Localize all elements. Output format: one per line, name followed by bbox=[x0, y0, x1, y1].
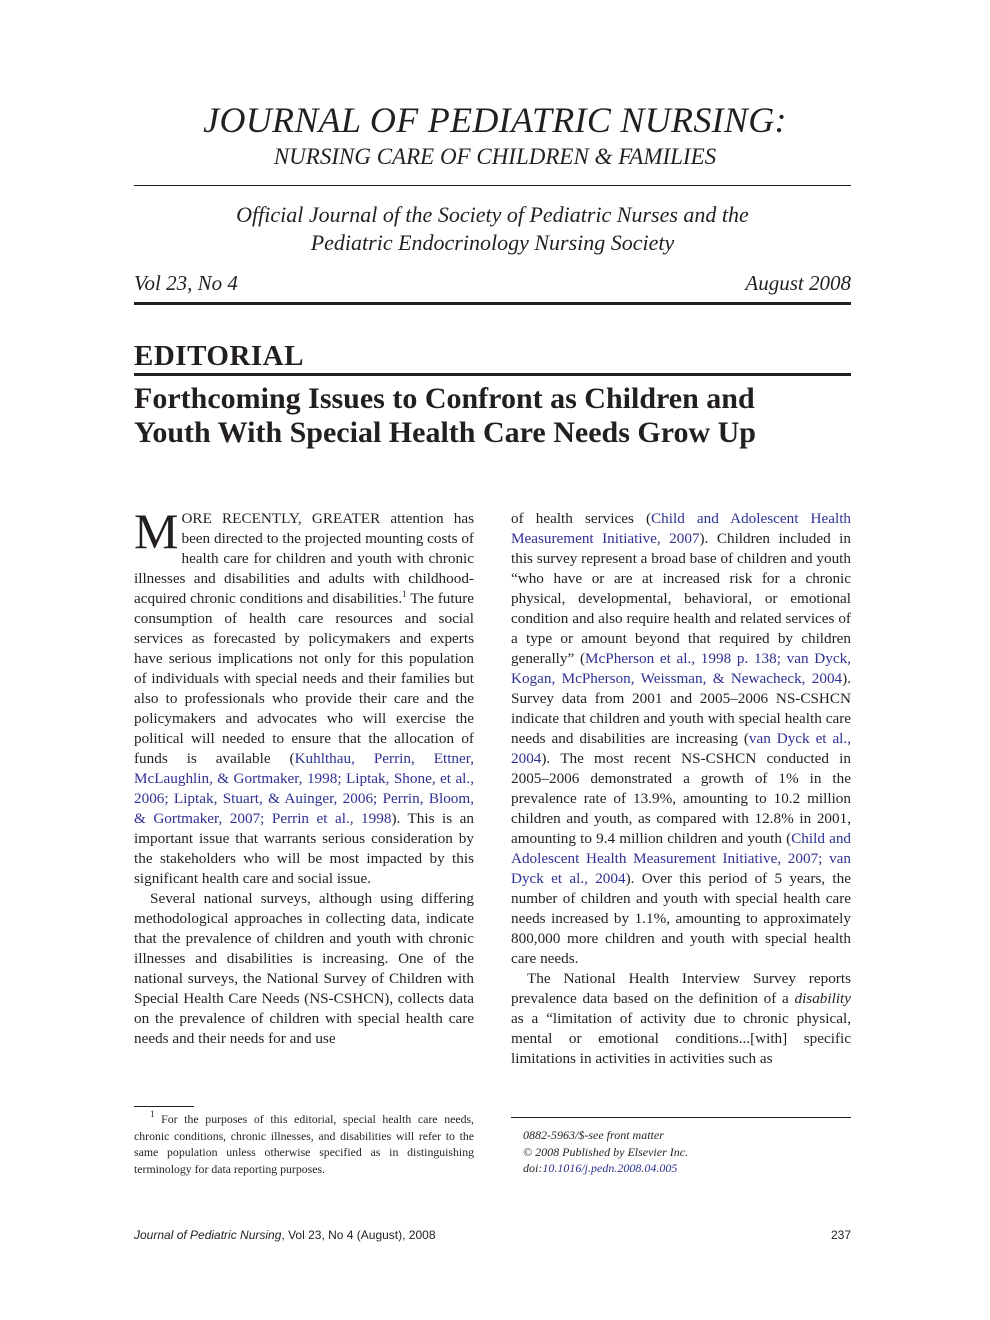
society-line-2: Pediatric Endocrinology Nursing Society bbox=[310, 230, 675, 255]
citation-link[interactable]: Child and Adolescent Health Measurement Initiative, 2007; van Dyck et al., 2004 bbox=[511, 830, 852, 887]
footer-journal-name: Journal of Pediatric Nursing bbox=[134, 1228, 282, 1242]
drop-cap: M bbox=[134, 503, 179, 559]
volume-issue: Vol 23, No 4 bbox=[134, 271, 238, 295]
copyright-line: © 2008 Published by Elsevier Inc. bbox=[523, 1144, 689, 1159]
text-run: ORE RECENTLY, GREATER attention has been directed to the projected mounting costs of health care for children and youth with chronic illnesses and disabilities and adults with childhood-acquired chronic conditions and disabilities. bbox=[134, 510, 474, 607]
doi-line bbox=[523, 1160, 688, 1177]
footnote-text: For the purposes of this editorial, special health care needs, chronic conditions, chronic illnesses, and disabilities will refer to the same population unless otherwise specified as in distinguishing terminology for data reporting purposes. bbox=[134, 1112, 475, 1176]
text-run: of health services ( bbox=[511, 510, 652, 527]
article-title-line-1: Forthcoming Issues to Confront as Children and bbox=[134, 382, 755, 415]
body-column-left bbox=[134, 503, 475, 1049]
footnote-divider bbox=[134, 1106, 194, 1107]
text-run: ). Over this period of 5 years, the number of children and youth with special health care needs increased by 1.1%, amounting to approximately 800,000 more children and youth with special health care needs. bbox=[511, 870, 851, 967]
doi-label: doi: bbox=[523, 1161, 543, 1175]
header-divider bbox=[134, 185, 851, 186]
journal-title: JOURNAL OF PEDIATRIC NURSING: bbox=[203, 100, 787, 140]
text-run: Several national surveys, although using differing methodological approaches in collecting data, indicate that the prevalence of children and youth with chronic illnesses and disabilities is increasing. One of the national surveys, the National Survey of Children with Special Health Care Needs (NS-CSHCN), collects data on the prevalence of children with special health care needs and their needs for and use bbox=[134, 890, 474, 1047]
citation-link[interactable]: van Dyck et al., 2004 bbox=[511, 730, 851, 767]
doi-link[interactable]: 10.1016/j.pedn.2008.04.005 bbox=[542, 1161, 678, 1175]
society-line-1: Official Journal of the Society of Pediatric Nurses and the bbox=[236, 202, 749, 227]
paragraph bbox=[511, 509, 851, 969]
article-title bbox=[134, 382, 851, 450]
text-run: The National Health Interview Survey reports prevalence data based on the definition of a bbox=[511, 970, 851, 1007]
citation-link[interactable]: McPherson et al., 1998 p. 138; van Dyck, Kogan, McPherson, Weissman, & Newacheck, 2004 bbox=[511, 650, 851, 687]
paragraph bbox=[134, 889, 474, 1049]
footer-volume: , Vol 23, No 4 (August), 2008 bbox=[281, 1228, 436, 1242]
text-run: ). Survey data from 2001 and 2005–2006 NS-CSHCN indicate that children and youth with special health care needs and disabilities are increasing ( bbox=[511, 670, 851, 747]
paragraph bbox=[511, 969, 851, 1069]
text-run: ). Children included in this survey represent a broad base of children and youth “who have or are at increased risk for a chronic physical, developmental, behavioral, or emotional condition and also require health and related services of a type or amount beyond that required by children generally” ( bbox=[511, 530, 851, 667]
text-run: The future consumption of health care resources and social services as forecasted by policymakers and experts have serious implications not only for this population of individuals with special needs and their families but also to professionals who provide their care and the policymakers and advocates who will exercise the political will needed to ensure that the allocation of funds is available ( bbox=[134, 590, 474, 767]
section-heading: EDITORIAL bbox=[134, 340, 304, 372]
page-number: 237 bbox=[830, 1228, 851, 1242]
citation-link[interactable]: Child and Adolescent Health Measurement Initiative, 2007 bbox=[511, 510, 852, 547]
footnote-number: 1 bbox=[150, 1109, 155, 1119]
section-divider bbox=[134, 373, 851, 376]
text-run: ). This is an important issue that warrants serious consideration by the stakeholders who will be most impacted by this significant health care and social issue. bbox=[134, 810, 475, 887]
article-title-line-2: Youth With Special Health Care Needs Grow Up bbox=[134, 416, 756, 449]
text-run: ). The most recent NS-CSHCN conducted in 2005–2006 demonstrated a growth of 1% in the prevalence rate of 13.9%, amounting to 10.2 million children and youth, as compared with 12.8% in 2001, amounting to 9.4 million children and youth ( bbox=[511, 750, 851, 847]
footer-citation bbox=[134, 1227, 436, 1243]
society-statement bbox=[134, 201, 851, 257]
front-matter-divider bbox=[511, 1117, 851, 1118]
citation-link[interactable]: Kuhlthau, Perrin, Ettner, McLaughlin, & Gortmaker, 1998; Liptak, Shone, et al., 2006; Liptak, Stuart, & Auinger, 2006; Perrin, Bloom, & Gortmaker, 2007; Perrin et al., 1998 bbox=[134, 750, 474, 827]
issn-line: 0882-5963/$-see front matter bbox=[523, 1128, 664, 1142]
paragraph bbox=[134, 503, 475, 889]
issue-date: August 2008 bbox=[745, 271, 851, 295]
issue-divider bbox=[134, 302, 851, 305]
journal-subtitle: NURSING CARE OF CHILDREN & FAMILIES bbox=[273, 144, 717, 169]
body-column-right bbox=[511, 509, 851, 1069]
footnote-marker[interactable]: 1 bbox=[402, 589, 407, 599]
emphasis: disability bbox=[794, 990, 851, 1007]
text-run: as a “limitation of activity due to chronic physical, mental or emotional conditions...[with] specific limitations in activities in activities such as bbox=[511, 1010, 851, 1067]
front-matter bbox=[523, 1127, 688, 1177]
footnote bbox=[134, 1111, 474, 1177]
